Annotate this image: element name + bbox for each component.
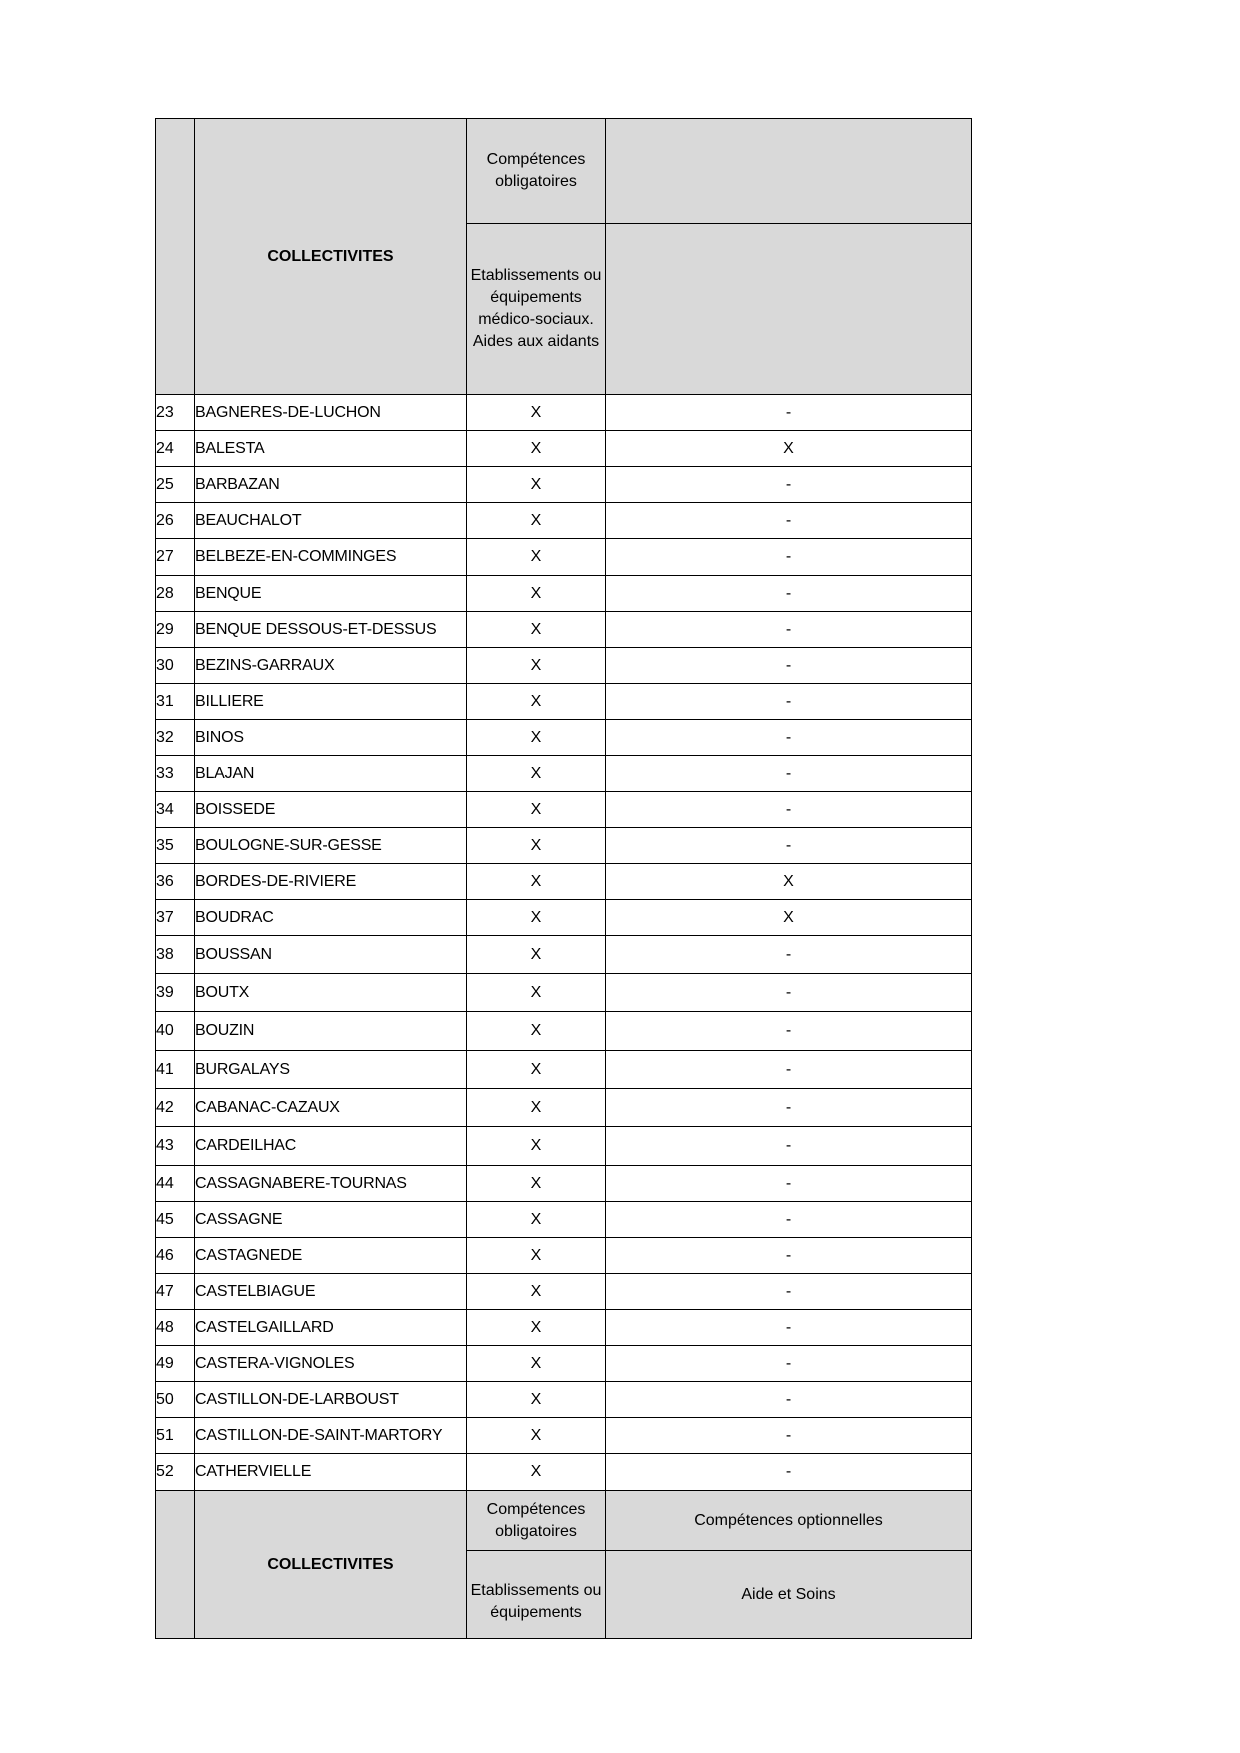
row-number: 47 [156,1274,195,1310]
row-number: 48 [156,1310,195,1346]
footer-aide-et-soins: Aide et Soins [606,1551,972,1639]
row-obligatoire-mark: X [467,936,606,974]
header-competences-obligatoires: Compétences obligatoires [467,119,606,224]
table-row [156,900,972,936]
table-row [156,467,972,503]
row-obligatoire-mark: X [467,864,606,900]
row-collectivite-name: BELBEZE-EN-COMMINGES [195,539,467,576]
row-collectivite-name: BORDES-DE-RIVIERE [195,864,467,900]
row-optionnelle-mark: - [606,756,972,792]
row-obligatoire-mark: X [467,1166,606,1202]
row-optionnelle-mark: - [606,1274,972,1310]
row-collectivite-name: BARBAZAN [195,467,467,503]
row-collectivite-name: BILLIERE [195,684,467,720]
row-obligatoire-mark: X [467,1127,606,1166]
row-collectivite-name: BEAUCHALOT [195,503,467,539]
table-row [156,648,972,684]
row-collectivite-name: CATHERVIELLE [195,1454,467,1491]
row-obligatoire-mark: X [467,648,606,684]
row-obligatoire-mark: X [467,576,606,612]
row-obligatoire-mark: X [467,720,606,756]
row-number: 51 [156,1418,195,1454]
row-optionnelle-mark: - [606,467,972,503]
table-row [156,1454,972,1491]
row-number: 42 [156,1089,195,1127]
table-row [156,431,972,467]
row-number: 27 [156,539,195,576]
table-row [156,1089,972,1127]
row-optionnelle-mark: - [606,1127,972,1166]
row-optionnelle-mark: X [606,431,972,467]
row-obligatoire-mark: X [467,612,606,648]
row-optionnelle-mark: - [606,1238,972,1274]
row-collectivite-name: CABANAC-CAZAUX [195,1089,467,1127]
row-collectivite-name: BOUZIN [195,1012,467,1051]
row-optionnelle-mark: - [606,395,972,431]
row-collectivite-name: CASSAGNE [195,1202,467,1238]
table-row [156,1238,972,1274]
row-collectivite-name: BOULOGNE-SUR-GESSE [195,828,467,864]
table-row [156,1202,972,1238]
row-collectivite-name: CASTAGNEDE [195,1238,467,1274]
row-collectivite-name: CASTILLON-DE-SAINT-MARTORY [195,1418,467,1454]
row-number: 23 [156,395,195,431]
row-optionnelle-mark: - [606,1382,972,1418]
table-row [156,974,972,1012]
footer-competences-obligatoires: Compétences obligatoires [467,1491,606,1551]
row-optionnelle-mark: - [606,539,972,576]
row-obligatoire-mark: X [467,1346,606,1382]
row-obligatoire-mark: X [467,1382,606,1418]
row-number: 46 [156,1238,195,1274]
row-collectivite-name: BAGNERES-DE-LUCHON [195,395,467,431]
row-number: 52 [156,1454,195,1491]
row-number: 40 [156,1012,195,1051]
row-collectivite-name: BOISSEDE [195,792,467,828]
row-obligatoire-mark: X [467,756,606,792]
row-collectivite-name: BURGALAYS [195,1051,467,1089]
table-row [156,684,972,720]
row-number: 44 [156,1166,195,1202]
row-number: 36 [156,864,195,900]
row-collectivite-name: CASTILLON-DE-LARBOUST [195,1382,467,1418]
competences-table [155,118,972,1639]
row-obligatoire-mark: X [467,1418,606,1454]
row-number: 34 [156,792,195,828]
row-optionnelle-mark: - [606,1166,972,1202]
row-number: 29 [156,612,195,648]
row-number: 26 [156,503,195,539]
table-row [156,612,972,648]
table-row [156,1274,972,1310]
table-row [156,1051,972,1089]
row-number: 32 [156,720,195,756]
row-collectivite-name: BALESTA [195,431,467,467]
row-collectivite-name: BOUDRAC [195,900,467,936]
header-collectivites: COLLECTIVITES [195,119,467,395]
row-obligatoire-mark: X [467,684,606,720]
row-number: 25 [156,467,195,503]
row-number: 33 [156,756,195,792]
header-etablissements: Etablissements ou équipements médico-sociaux. Aides aux aidants [467,224,606,395]
row-collectivite-name: CASTELBIAGUE [195,1274,467,1310]
table-row [156,756,972,792]
row-obligatoire-mark: X [467,974,606,1012]
row-optionnelle-mark: - [606,1310,972,1346]
row-optionnelle-mark: - [606,684,972,720]
footer-num-cell [156,1491,195,1639]
row-obligatoire-mark: X [467,1012,606,1051]
row-obligatoire-mark: X [467,1202,606,1238]
row-optionnelle-mark: - [606,936,972,974]
footer-etablissements: Etablissements ou équipements [467,1551,606,1639]
row-optionnelle-mark: - [606,720,972,756]
row-optionnelle-mark: - [606,576,972,612]
row-number: 50 [156,1382,195,1418]
row-optionnelle-mark: - [606,1418,972,1454]
table-row [156,720,972,756]
row-number: 43 [156,1127,195,1166]
row-optionnelle-mark: - [606,1202,972,1238]
row-obligatoire-mark: X [467,395,606,431]
row-collectivite-name: BOUSSAN [195,936,467,974]
row-obligatoire-mark: X [467,1454,606,1491]
row-number: 28 [156,576,195,612]
row-number: 30 [156,648,195,684]
header-sub-blank [606,224,972,395]
row-obligatoire-mark: X [467,1310,606,1346]
row-number: 49 [156,1346,195,1382]
row-obligatoire-mark: X [467,431,606,467]
row-collectivite-name: CASTERA-VIGNOLES [195,1346,467,1382]
row-optionnelle-mark: - [606,828,972,864]
row-optionnelle-mark: - [606,503,972,539]
row-obligatoire-mark: X [467,467,606,503]
row-optionnelle-mark: - [606,974,972,1012]
table-row [156,576,972,612]
table-row [156,936,972,974]
row-obligatoire-mark: X [467,1274,606,1310]
row-obligatoire-mark: X [467,792,606,828]
table-row [156,864,972,900]
table-row [156,503,972,539]
row-optionnelle-mark: X [606,900,972,936]
row-collectivite-name: BLAJAN [195,756,467,792]
row-obligatoire-mark: X [467,828,606,864]
row-collectivite-name: BINOS [195,720,467,756]
table-row [156,792,972,828]
table-row [156,1382,972,1418]
table-row [156,1310,972,1346]
table-row [156,1346,972,1382]
row-collectivite-name: BEZINS-GARRAUX [195,648,467,684]
row-collectivite-name: BENQUE [195,576,467,612]
row-number: 31 [156,684,195,720]
row-optionnelle-mark: - [606,612,972,648]
row-number: 39 [156,974,195,1012]
row-number: 24 [156,431,195,467]
row-optionnelle-mark: - [606,792,972,828]
row-number: 37 [156,900,195,936]
row-optionnelle-mark: - [606,648,972,684]
footer-competences-optionnelles: Compétences optionnelles [606,1491,972,1551]
row-collectivite-name: CASTELGAILLARD [195,1310,467,1346]
row-obligatoire-mark: X [467,539,606,576]
table-row [156,1127,972,1166]
table-row [156,1012,972,1051]
header-optionnelles-blank [606,119,972,224]
table-row [156,828,972,864]
row-number: 38 [156,936,195,974]
row-number: 35 [156,828,195,864]
row-collectivite-name: CARDEILHAC [195,1127,467,1166]
row-collectivite-name: BOUTX [195,974,467,1012]
data-rows [156,395,972,1491]
row-optionnelle-mark: X [606,864,972,900]
header-num-cell [156,119,195,395]
row-optionnelle-mark: - [606,1089,972,1127]
row-obligatoire-mark: X [467,1051,606,1089]
table-row [156,395,972,431]
row-number: 45 [156,1202,195,1238]
row-optionnelle-mark: - [606,1346,972,1382]
row-collectivite-name: CASSAGNABERE-TOURNAS [195,1166,467,1202]
row-optionnelle-mark: - [606,1012,972,1051]
row-optionnelle-mark: - [606,1051,972,1089]
row-obligatoire-mark: X [467,503,606,539]
footer-collectivites: COLLECTIVITES [195,1491,467,1639]
row-obligatoire-mark: X [467,1089,606,1127]
table-row [156,1418,972,1454]
row-number: 41 [156,1051,195,1089]
row-optionnelle-mark: - [606,1454,972,1491]
table-row [156,1166,972,1202]
row-collectivite-name: BENQUE DESSOUS-ET-DESSUS [195,612,467,648]
row-obligatoire-mark: X [467,900,606,936]
table-row [156,539,972,576]
row-obligatoire-mark: X [467,1238,606,1274]
